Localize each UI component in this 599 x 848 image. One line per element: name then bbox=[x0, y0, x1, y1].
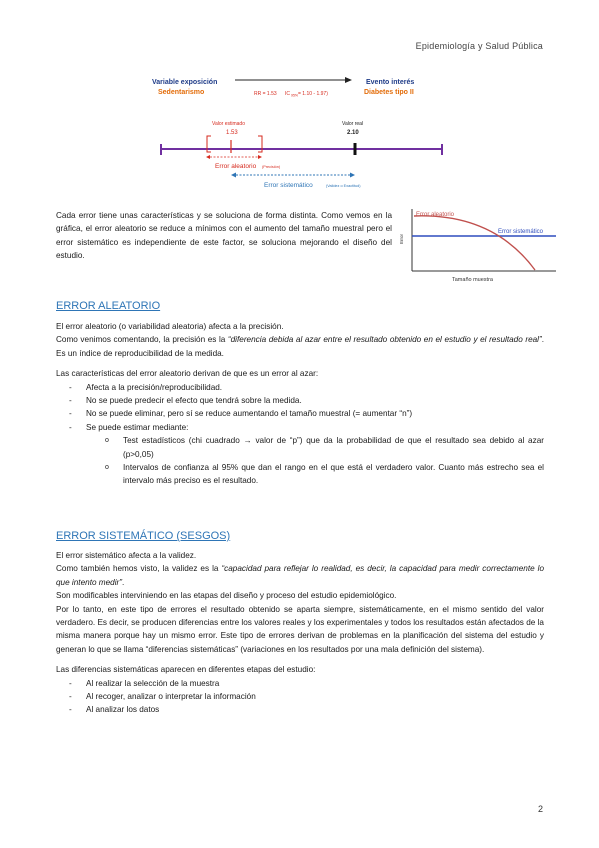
exposure-label: Variable exposición bbox=[152, 79, 218, 86]
ci-sub: 95% bbox=[291, 93, 299, 98]
s1-p1: El error aleatorio (o variabilidad aleatoria) afecta a la precisión. bbox=[56, 322, 284, 331]
s2-p1: El error sistemático afecta a la validez. bbox=[56, 551, 197, 560]
ci-text: IC bbox=[285, 91, 290, 97]
section-title-systematic-error: ERROR SISTEMÁTICO (SESGOS) bbox=[56, 530, 231, 542]
list-item: o Test estadísticos (chi cuadrado → valor de “p”) que da la probabilidad de que el resultado sea debido al azar (p>0,05) bbox=[102, 434, 544, 461]
arrow-head bbox=[345, 77, 352, 83]
s2-list-intro: Las diferencias sistemáticas aparecen en diferentes etapas del estudio: bbox=[56, 665, 316, 675]
list-item: - Afecta a la precisión/reproducibilidad. bbox=[56, 381, 544, 394]
list-item: - Se puede estimar mediante: bbox=[56, 421, 544, 434]
real-value: 2.10 bbox=[347, 130, 359, 136]
section-title-random-error: ERROR ALEATORIO bbox=[56, 300, 161, 312]
estimated-value: 1.53 bbox=[226, 130, 238, 136]
s1-sublist bbox=[102, 434, 544, 488]
curve-label: Error aleatorio bbox=[416, 212, 455, 218]
error-vs-sample-chart bbox=[398, 205, 558, 287]
random-error-curve bbox=[414, 216, 535, 270]
intro-paragraph: Cada error tiene unas características y se soluciona de forma distinta. Como vemos en la gráfica, el error aleatorio se reduce a mínimos con el aumento del tamaño muestral pero el error sistemático es independiente de este factor, se soluciona mejorando el diseño del estudio. bbox=[56, 211, 392, 261]
y-axis-label: Error bbox=[399, 234, 404, 244]
x-axis-label: Tamaño muestra bbox=[452, 277, 493, 283]
event-label: Evento interés bbox=[366, 79, 415, 86]
estimated-label: Valor estimado bbox=[212, 121, 245, 127]
s2-list bbox=[56, 677, 544, 717]
real-label: Valor real bbox=[342, 121, 364, 127]
error-diagram bbox=[140, 70, 460, 195]
systematic-error-label: Error sistemático bbox=[264, 182, 313, 189]
list-item: o Intervalos de confianza al 95% que dan el rango en el que está el verdadero valor. Cuanto más estrecho sea el intervalo más preciso es el resultado. bbox=[102, 461, 544, 488]
s1-list-intro: Las características del error aleatorio derivan de que es un error al azar: bbox=[56, 369, 319, 379]
list-item: - Al analizar los datos bbox=[56, 703, 544, 716]
section-systematic-error-body bbox=[56, 549, 544, 717]
random-error-note: (Precisión) bbox=[262, 165, 281, 169]
rr-text: RR = 1.53 bbox=[254, 91, 277, 97]
s2-p3: Son modificables interviniendo en las etapas del diseño y proceso del estudio epidemiológico. bbox=[56, 591, 397, 601]
s1-list bbox=[56, 381, 544, 435]
s2-p4: Por lo tanto, en este tipo de errores el resultado obtenido se aparta siempre, sistemáticamente, en el mismo sentido del valor verdadero. Es decir, se producen diferencias entre los valores reales y los experimentales y todos los resultados están afectados de la misma manera porque hay un mismo error. Este tipo de errores derivan de problemas en la planificación del sistema del estudio y generan lo que se llama “diferencias sistemáticas” (variaciones en los resultados por una mala definición del sistema). bbox=[56, 604, 544, 654]
exposure-value: Sedentarismo bbox=[158, 89, 205, 96]
list-item: - No se puede eliminar, pero sí se reduce aumentando el tamaño muestral (= aumentar “n”) bbox=[56, 407, 544, 420]
page-number: 2 bbox=[537, 804, 543, 814]
list-item: - Al recoger, analizar o interpretar la información bbox=[56, 690, 544, 703]
event-value: Diabetes tipo II bbox=[364, 89, 414, 96]
s1-p2: Como venimos comentando, la precisión es la “diferencia debida al azar entre el resultado obtenido en el estudio y el resultado real”. Es un índice de reproducibilidad de la medida. bbox=[56, 335, 544, 358]
ci-range: = 1.10 - 1.97) bbox=[298, 91, 328, 97]
list-item: - Al realizar la selección de la muestra bbox=[56, 677, 544, 690]
running-header: Epidemiología y Salud Pública bbox=[415, 41, 543, 51]
s2-p2: Como también hemos visto, la validez es la “capacidad para reflejar lo realidad, es decir, la capacidad para medir correctamente lo que intento medir”. bbox=[56, 564, 545, 587]
section-random-error-body bbox=[56, 320, 544, 488]
random-error-label: Error aleatorio bbox=[215, 163, 257, 170]
list-item: - No se puede predecir el efecto que tendrá sobre la medida. bbox=[56, 394, 544, 407]
line-label: Error sistemático bbox=[498, 229, 544, 235]
systematic-error-note: (Validez o Exactitud) bbox=[326, 184, 361, 188]
